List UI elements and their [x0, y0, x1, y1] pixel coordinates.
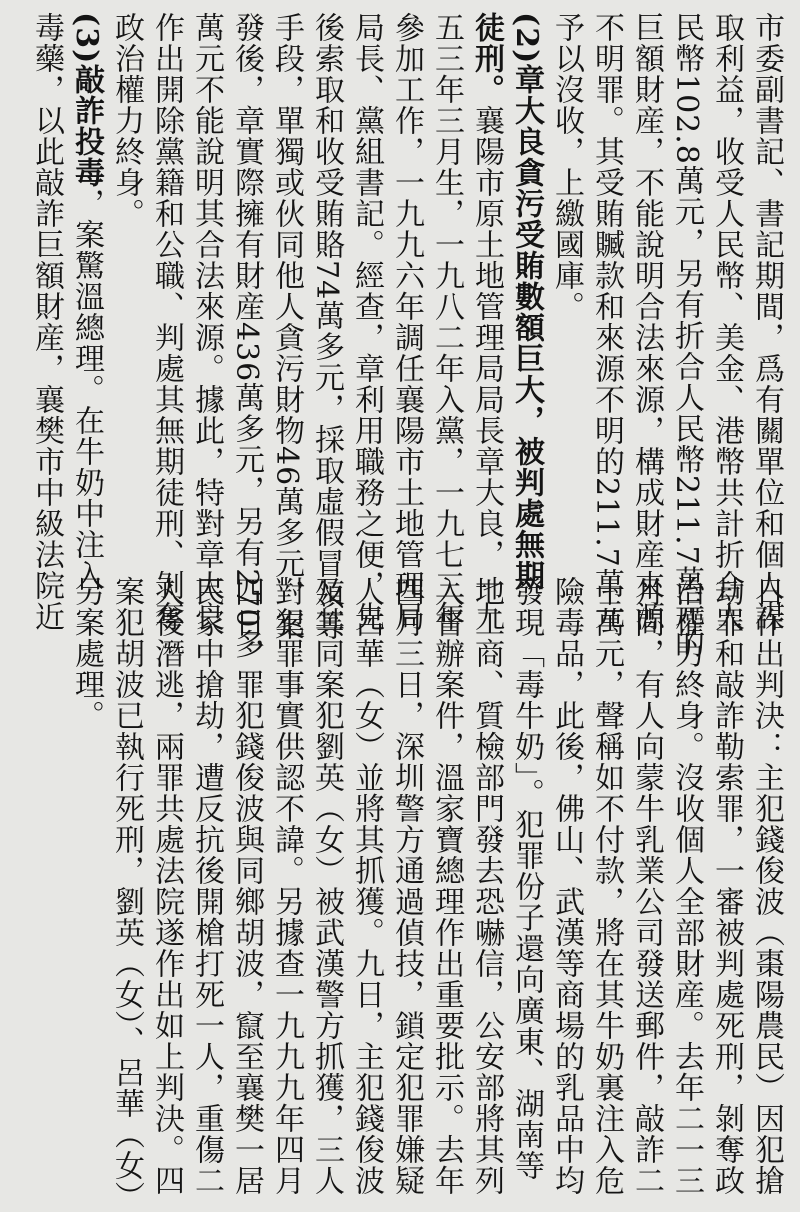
text-line: 手段，單獨或伙同他人貪污財物46萬多元，案 [269, 12, 304, 642]
text-line: 民幣102.8萬元，另有折合人民幣211.7萬元的 [669, 12, 704, 659]
text-line: 毒藥，以此敲詐巨額財産，襄樊市中級法院近 [29, 12, 64, 632]
text-line: 局長、黨組書記。經查，章利用職務之便，先 [349, 12, 384, 632]
text-line: 人後潛逃，兩罪共處法院遂作出如上判決。四 [149, 576, 184, 1196]
text-line: 險毒品，此後，佛山、武漢等商場的乳品中均 [549, 576, 584, 1196]
text-line: 發後，章實際擁有財産436萬多元，另有270多 [229, 12, 264, 660]
case2-heading: (2)章大良貪污受賄數額巨大，被判處無期 [509, 12, 544, 592]
text-line: 另案處理。 [69, 576, 104, 731]
text-line: 月間，有人向蒙牛乳業公司發送郵件，敲詐二 [629, 576, 664, 1196]
text-line: 市委副書記、書記期間，爲有關單位和個人謀 [749, 12, 784, 632]
lower-text-block [66, 576, 786, 1212]
text-line: 五三年三月生，一九八二年入黨，一九七三年 [429, 12, 464, 632]
text-line: 劫罪和敲詐勒索罪，一審被判處死刑，剝奪政 [709, 576, 744, 1196]
text-line: 地工商、質檢部門發去恐嚇信，公安部將其列 [469, 576, 504, 1196]
text-line: 政治權力終身。 [109, 12, 144, 229]
text-line: 十萬元，聲稱如不付款，將在其牛奶裏注入危 [589, 576, 624, 1196]
text-line: 巨額財産，不能說明合法來源，構成財産來源 [629, 12, 664, 632]
text-line: 參加工作，一九九六年調任襄陽市土地管理局 [389, 12, 424, 632]
case3-heading: (3)敲詐投毒 [69, 12, 104, 189]
case2-heading-cont: 徒刑。 [469, 12, 504, 105]
text-line: 四月三日，深圳警方通過偵技，鎖定犯罪嫌疑 [389, 576, 424, 1196]
case2-heading-cont-line [466, 12, 506, 632]
text-line: 人呂華（女）並將其抓獲。九日，主犯錢俊波 [349, 576, 384, 1196]
text-line: 不明罪。其受賄贓款和來源不明的211.7萬元 [589, 12, 624, 630]
text-line: 襄陽市原土地管理局局長章大良，一九 [469, 105, 504, 632]
text-line: 取利益，收受人民幣、美金、港幣共計折合人 [709, 12, 744, 632]
text-line: 四日，罪犯錢俊波與同鄉胡波，竄至襄樊一居 [229, 576, 264, 1196]
text-line: 日作出判決：主犯錢俊波（棗陽農民）因犯搶 [749, 576, 784, 1196]
text-line: 發現「毒牛奶」。犯罪份子還向廣東、湖南等 [509, 576, 544, 1181]
text-line: 對犯罪事實供認不諱。另據查一九九九年四月 [269, 576, 304, 1196]
text-line: 及其同案犯劉英（女）被武漢警方抓獲，三人 [309, 576, 344, 1196]
text-line: 作出開除黨籍和公職、判處其無期徒刑、剝奪 [149, 12, 184, 632]
case3-heading-line [66, 12, 106, 592]
text-line: 治權力終身。沒收個人全部財産。去年二一三 [669, 576, 704, 1196]
text-line: 入督辦案件，溫家寶總理作出重要批示。去年 [429, 576, 464, 1196]
text-line: 後索取和收受賄賂74萬多元，採取虛假冒領等 [309, 12, 344, 642]
case3-heading-rest: ，案驚溫總理。在牛奶中注入 [69, 188, 104, 592]
text-line: 民家中搶劫，遭反抗後開槍打死一人，重傷二 [189, 576, 224, 1196]
text-line: 案犯胡波已執行死刑，劉英（女）、呂華（女） [109, 576, 144, 1212]
text-line: 萬元不能說明其合法來源。據此，特對章大良 [189, 12, 224, 632]
text-line: 予以沒收，上繳國庫。 [549, 12, 584, 322]
